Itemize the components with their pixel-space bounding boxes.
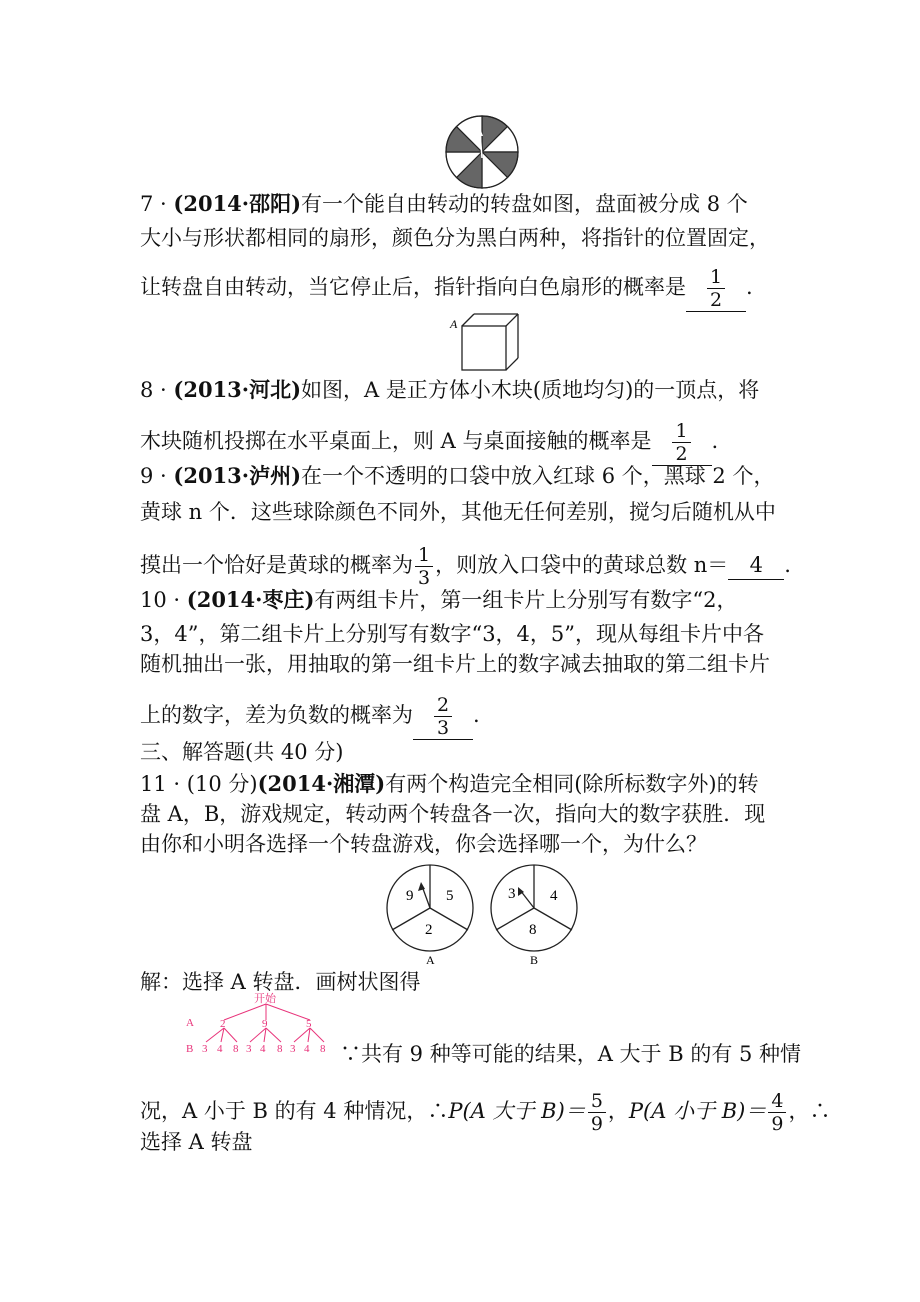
solution-line2: ∵共有 9 种等可能的结果，A 大于 B 的有 5 种情 [340,1042,802,1066]
spinner-a-value-1: 9 [406,888,414,904]
tree-row-b-label: B [186,1043,194,1055]
spinners-figure [382,860,602,968]
tree-b-leaf: 3 [202,1043,208,1055]
tree-a-9: 9 [262,1018,268,1030]
spinner-b-label: B [530,953,539,967]
q10-line1: 10 · (2014·枣庄)有两组卡片，第一组卡片上分别写有数字“2， [140,587,738,612]
cube-figure [448,310,524,374]
tree-b-leaf: 8 [277,1043,283,1055]
q9-probability: $\frac{1}{3}$ [415,544,433,589]
q7-line2: 大小与形状都相同的扇形，颜色分为黑白两种，将指针的位置固定， [140,226,770,250]
spinner-a-value-2: 5 [446,888,454,904]
q8-line1: 8 · (2013·河北)如图，A 是正方体小木块(质地均匀)的一顶点，将 [140,377,760,402]
tree-b-leaf: 3 [246,1043,252,1055]
q10-answer: $\frac{2}{3}$ [413,694,473,740]
q7-line3: 让转盘自由转动，当它停止后，指针指向白色扇形的概率是 $\frac{1}{2}$ . [140,266,753,311]
tree-diagram [184,992,338,1058]
solution-line1: 解：选择 A 转盘．画树状图得 [140,970,421,994]
q8-answer: $\frac{1}{2}$ [652,420,712,466]
spinner-eight-sector-figure [442,112,522,192]
q11-line3: 由你和小明各选择一个转盘游戏，你会选择哪一个，为什么？ [140,832,707,856]
spinner-b-value-2: 4 [550,888,558,904]
tree-b-leaf: 4 [260,1043,266,1055]
spinner-b-value-1: 3 [508,886,516,902]
spinner-b-value-3: 8 [529,922,537,938]
tree-b-leaf: 4 [217,1043,223,1055]
q9-line3: 摸出一个恰好是黄球的概率为 $\frac{1}{3}$ ，则放入口袋中的黄球总数 n＝ 4 . [140,544,791,589]
tree-b-leaf: 8 [320,1043,326,1055]
tree-b-leaf: 8 [233,1043,239,1055]
q11-line1: 11 · (10 分)(2014·湘潭)有两个构造完全相同(除所标数字外)的转 [140,771,759,796]
tree-a-2: 2 [220,1018,226,1030]
tree-b-leaf: 4 [304,1043,310,1055]
q11-line2: 盘 A，B，游戏规定，转动两个转盘各一次，指向大的数字获胜．现 [140,802,766,826]
spinner-a-label: A [426,953,435,967]
q9-line1: 9 · (2013·泸州)在一个不透明的口袋中放入红球 6 个，黑球 2 个， [140,463,775,488]
q7-answer: $\frac{1}{2}$ [686,266,746,312]
q9-answer: 4 [728,551,784,580]
q10-line2: 3，4”，第二组卡片上分别写有数字“3，4，5”，现从每组卡片中各 [140,622,765,646]
spinner-a-value-3: 2 [425,922,433,938]
tree-a-5: 5 [306,1018,312,1030]
q8-line2: 木块随机投掷在水平桌面上，则 A 与桌面接触的概率是 $\frac{1}{2}$ . [140,420,719,465]
tree-row-a-label: A [186,1017,194,1029]
q10-line4: 上的数字，差为负数的概率为 $\frac{2}{3}$ . [140,694,480,739]
q7-line1: 7 · (2014·邵阳)有一个能自由转动的转盘如图，盘面被分成 8 个 [140,191,748,216]
solution-line4: 选择 A 转盘 [140,1130,253,1154]
solution-line3: 况，A 小于 B 的有 4 种情况，∴P(A 大于 B)＝ $\frac{5}{9}$ ，P(A 小于 B)＝ $\frac{4}{9}$ ，∴ [140,1090,831,1135]
cube-vertex-label: A [450,317,458,331]
tree-root: 开始 [254,993,276,1005]
tree-b-leaf: 3 [290,1043,296,1055]
q10-line3: 随机抽出一张，用抽取的第一组卡片上的数字减去抽取的第二组卡片 [140,652,770,676]
section-heading: 三、解答题(共 40 分) [140,740,344,764]
q9-line2: 黄球 n 个．这些球除颜色不同外，其他无任何差别，搅匀后随机从中 [140,500,776,524]
